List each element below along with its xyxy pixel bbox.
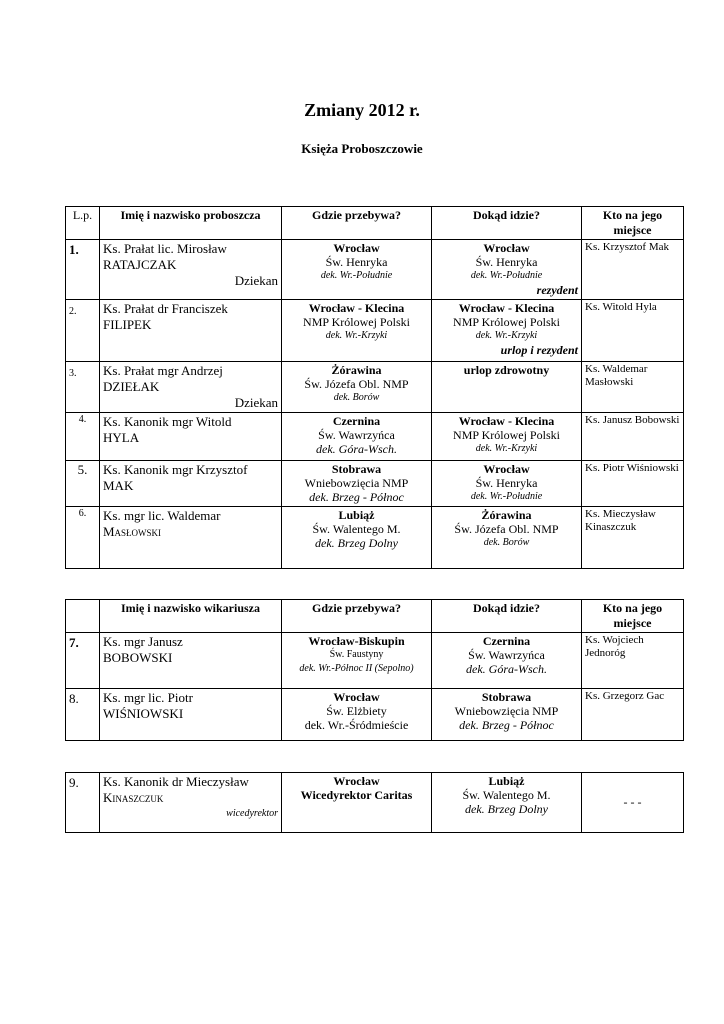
header-name: Imię i nazwisko wikariusza bbox=[100, 600, 282, 633]
to-city: Wrocław - Klecina bbox=[458, 414, 555, 428]
priest-name-cell bbox=[100, 300, 282, 362]
priest-name: Ks. Kanonik mgr Witold bbox=[103, 414, 232, 429]
to-parish: Św. Henryka bbox=[475, 476, 538, 490]
replacement-cell: Ks. Wojciech Jednoróg bbox=[582, 633, 684, 689]
table-row bbox=[66, 461, 684, 507]
priest-name-cell bbox=[100, 773, 282, 833]
to-deanery: dek. Wr.-Krzyki bbox=[475, 443, 538, 454]
priest-name: Ks. Kanonik dr Mieczysław bbox=[103, 774, 249, 789]
priest-surname: RATAJCZAK bbox=[103, 257, 177, 272]
table-row bbox=[66, 240, 684, 300]
from-deanery: dek. Wr.-Południe bbox=[320, 270, 393, 281]
replacement-cell: Ks. Witold Hyla bbox=[582, 300, 684, 362]
page-title: Zmiany 2012 r. bbox=[304, 100, 420, 120]
priest-surname: MAK bbox=[103, 478, 134, 493]
priest-role: Dziekan bbox=[234, 273, 278, 288]
header-name: Imię i nazwisko proboszcza bbox=[100, 207, 282, 240]
to-note: urlop i rezydent bbox=[500, 343, 578, 357]
priest-name: Ks. mgr lic. Waldemar bbox=[103, 508, 221, 523]
to-parish: Wniebowzięcia NMP bbox=[454, 704, 559, 718]
header-replacement: Kto na jego miejsce bbox=[582, 600, 684, 633]
from-cell bbox=[282, 362, 432, 413]
table-header-row bbox=[66, 600, 684, 633]
row-number: 6. bbox=[66, 507, 100, 569]
vicar-surname: WIŚNIOWSKI bbox=[103, 706, 184, 721]
from-cell bbox=[282, 689, 432, 741]
table-row bbox=[66, 633, 684, 689]
replacement-cell: Ks. Grzegorz Gac bbox=[582, 689, 684, 741]
from-parish: Wniebowzięcia NMP bbox=[304, 476, 409, 490]
priest-surname: HYLA bbox=[103, 430, 140, 445]
from-cell bbox=[282, 240, 432, 300]
header-from: Gdzie przebywa? bbox=[282, 600, 432, 633]
to-cell bbox=[432, 633, 582, 689]
to-parish: Św. Walentego M. bbox=[462, 788, 551, 802]
to-cell bbox=[432, 413, 582, 461]
from-city: Stobrawa bbox=[331, 462, 382, 476]
to-city: Wrocław - Klecina bbox=[458, 301, 555, 315]
from-parish: NMP Królowej Polski bbox=[303, 315, 410, 329]
vicar-name: Ks. mgr Janusz bbox=[103, 634, 183, 649]
from-parish: Św. Henryka bbox=[325, 255, 388, 269]
from-city: Żórawina bbox=[331, 363, 382, 377]
from-city: Wrocław bbox=[333, 690, 380, 704]
to-cell bbox=[432, 507, 582, 569]
from-deanery: dek. Góra-Wsch. bbox=[316, 442, 397, 456]
header-to: Dokąd idzie? bbox=[432, 207, 582, 240]
from-deanery: dek. Wr.-Krzyki bbox=[325, 330, 388, 341]
priest-name-cell bbox=[100, 461, 282, 507]
from-parish: Św. Elżbiety bbox=[326, 704, 387, 718]
page-subtitle: Księża Proboszczowie bbox=[301, 141, 423, 156]
priest-surname: FILIPEK bbox=[103, 317, 152, 332]
to-city: Wrocław bbox=[483, 462, 530, 476]
priest-surname: Kinaszczuk bbox=[103, 790, 164, 805]
from-cell bbox=[282, 507, 432, 569]
from-city: Czernina bbox=[332, 414, 381, 428]
to-cell bbox=[432, 773, 582, 833]
to-deanery: dek. Brzeg Dolny bbox=[465, 802, 548, 816]
to-cell bbox=[432, 689, 582, 741]
vicar-name: Ks. mgr lic. Piotr bbox=[103, 690, 193, 705]
from-city: Wrocław bbox=[333, 774, 380, 788]
priest-name-cell bbox=[100, 507, 282, 569]
from-deanery: dek. Brzeg Dolny bbox=[315, 536, 398, 550]
to-parish: Św. Wawrzyńca bbox=[468, 648, 545, 662]
row-number: 9. bbox=[66, 773, 100, 833]
from-parish: Św. Wawrzyńca bbox=[318, 428, 395, 442]
from-city: Wrocław bbox=[333, 241, 380, 255]
from-cell bbox=[282, 773, 432, 833]
header-from: Gdzie przebywa? bbox=[282, 207, 432, 240]
to-cell bbox=[432, 362, 582, 413]
table-header-row bbox=[66, 207, 684, 240]
from-city: Wrocław - Klecina bbox=[308, 301, 405, 315]
replacement-cell: Ks. Janusz Bobowski bbox=[582, 413, 684, 461]
replacement-cell: Ks. Mieczysław Kinaszczuk bbox=[582, 507, 684, 569]
row-number: 5. bbox=[66, 461, 100, 507]
row-number: 8. bbox=[66, 689, 100, 741]
table-row bbox=[66, 507, 684, 569]
from-position: Wicedyrektor Caritas bbox=[300, 788, 413, 802]
priest-role: wicedyrektor bbox=[226, 808, 278, 819]
row-number: 1. bbox=[66, 240, 100, 300]
other-table bbox=[65, 772, 684, 833]
to-cell bbox=[432, 240, 582, 300]
from-cell bbox=[282, 300, 432, 362]
from-deanery: dek. Brzeg - Północ bbox=[309, 490, 404, 504]
to-city: Czernina bbox=[482, 634, 531, 648]
priest-name-cell bbox=[100, 362, 282, 413]
from-deanery: dek. Wr.-Śródmieście bbox=[304, 718, 409, 732]
vicars-table bbox=[65, 599, 684, 741]
header-to: Dokąd idzie? bbox=[432, 600, 582, 633]
row-number: 4. bbox=[66, 413, 100, 461]
priest-name: Ks. Prałat lic. Mirosław bbox=[103, 241, 227, 256]
header-lp bbox=[66, 600, 100, 633]
from-deanery: dek. Wr.-Północ II (Sepolno) bbox=[299, 663, 414, 674]
to-city: Lubiąż bbox=[488, 774, 525, 788]
from-deanery: dek. Borów bbox=[333, 392, 380, 403]
priest-surname: Masłowski bbox=[103, 524, 162, 539]
to-deanery: dek. Wr.-Południe bbox=[470, 491, 543, 502]
header-lp: L.p. bbox=[66, 207, 100, 240]
priest-name: Ks. Kanonik mgr Krzysztof bbox=[103, 462, 248, 477]
replacement-cell: Ks. Waldemar Masłowski bbox=[582, 362, 684, 413]
to-parish: NMP Królowej Polski bbox=[453, 315, 560, 329]
from-cell bbox=[282, 461, 432, 507]
to-parish: Św. Henryka bbox=[475, 255, 538, 269]
from-parish: Św. Faustyny bbox=[329, 649, 384, 660]
row-number: 3. bbox=[66, 362, 100, 413]
priest-name: Ks. Prałat mgr Andrzej bbox=[103, 363, 223, 378]
header-replacement: Kto na jego miejsce bbox=[582, 207, 684, 240]
table-row bbox=[66, 413, 684, 461]
to-city: Stobrawa bbox=[481, 690, 532, 704]
vicar-name-cell bbox=[100, 633, 282, 689]
from-cell bbox=[282, 413, 432, 461]
to-cell bbox=[432, 300, 582, 362]
replacement-cell: - - - bbox=[582, 773, 684, 833]
to-deanery: dek. Brzeg - Północ bbox=[459, 718, 554, 732]
table-row bbox=[66, 300, 684, 362]
vicar-surname: BOBOWSKI bbox=[103, 650, 173, 665]
replacement-cell: Ks. Krzysztof Mak bbox=[582, 240, 684, 300]
table-row bbox=[66, 773, 684, 833]
table-row bbox=[66, 362, 684, 413]
to-city: Żórawina bbox=[481, 508, 532, 522]
from-cell bbox=[282, 633, 432, 689]
to-parish: Św. Józefa Obl. NMP bbox=[454, 522, 559, 536]
from-city: Lubiąż bbox=[338, 508, 375, 522]
from-city: Wrocław-Biskupin bbox=[308, 634, 405, 648]
vicar-name-cell bbox=[100, 689, 282, 741]
to-deanery: dek. Wr.-Południe bbox=[470, 270, 543, 281]
priest-surname: DZIEŁAK bbox=[103, 379, 160, 394]
from-parish: Św. Walentego M. bbox=[312, 522, 401, 536]
priest-name-cell bbox=[100, 413, 282, 461]
to-deanery: dek. Wr.-Krzyki bbox=[475, 330, 538, 341]
priest-name: Ks. Prałat dr Franciszek bbox=[103, 301, 228, 316]
row-number: 2. bbox=[66, 300, 100, 362]
priest-role: Dziekan bbox=[234, 395, 278, 410]
to-city: Wrocław bbox=[483, 241, 530, 255]
priest-name-cell bbox=[100, 240, 282, 300]
replacement-cell: Ks. Piotr Wiśniowski bbox=[582, 461, 684, 507]
row-number: 7. bbox=[66, 633, 100, 689]
table-row bbox=[66, 689, 684, 741]
to-note: rezydent bbox=[536, 283, 578, 297]
to-parish: NMP Królowej Polski bbox=[453, 428, 560, 442]
from-parish: Św. Józefa Obl. NMP bbox=[304, 377, 409, 391]
to-cell bbox=[432, 461, 582, 507]
pastors-table bbox=[65, 206, 684, 569]
to-deanery: dek. Góra-Wsch. bbox=[466, 662, 547, 676]
to-deanery: dek. Borów bbox=[483, 537, 530, 548]
to-status: urlop zdrowotny bbox=[463, 363, 550, 377]
